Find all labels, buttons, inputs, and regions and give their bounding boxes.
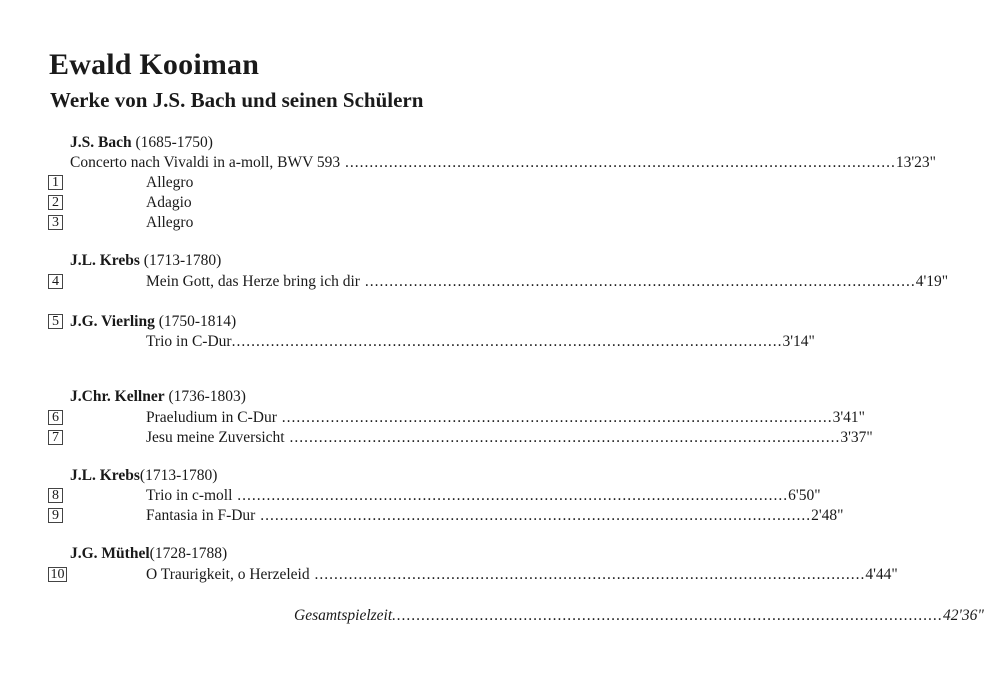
dot-leader: ................................................................................................................. [392,607,944,624]
track-title: Fantasia in F-Dur [146,507,256,524]
track-title: Trio in C-Dur [146,333,232,350]
track-duration: 13'23" [895,154,937,171]
track-duration: 3'14" [782,333,815,350]
work-title: Concerto nach Vivaldi in a-moll, BWV 593 [70,154,341,171]
track-title: Mein Gott, das Herze bring ich dir [146,273,360,290]
track-number: 6 [48,410,63,425]
track-number: 7 [48,430,63,445]
dot-leader: ................................................................................................................. [284,429,841,446]
track-duration: 4'19" [915,273,949,290]
track-duration: 3'41" [832,409,865,426]
composer-name: J.L. Krebs [70,252,140,269]
composer-name: J.L. Krebs [70,467,140,484]
composer-name: J.G. Vierling [70,313,155,330]
composer-dates: (1728-1788) [149,545,228,562]
track-number: 10 [48,567,67,582]
total-label: Gesamtspielzeit [294,607,393,624]
track-duration: 4'44" [865,566,898,583]
track-duration: 3'37" [840,429,873,446]
dot-leader: ................................................................................................................. [232,487,789,504]
dot-leader: ................................................................................................................. [276,409,833,426]
dot-leader: ................................................................................................................. [255,507,812,524]
dot-leader: ................................................................................................................. [231,333,783,350]
composer-dates: (1713-1780) [143,252,222,269]
composer-dates: (1713-1780) [139,467,218,484]
track-number: 3 [48,215,63,230]
dot-leader: ................................................................................................................. [359,273,916,290]
composer-dates: (1685-1750) [135,134,213,151]
composer-dates: (1750-1814) [158,313,237,330]
composer-dates: (1736-1803) [168,388,246,405]
composer-name: J.G. Müthel [70,545,150,562]
track-title: Allegro [146,174,194,191]
track-title: Trio in c-moll [146,487,233,504]
track-duration: 6'50" [788,487,821,504]
track-number: 8 [48,488,63,503]
track-number: 4 [48,274,63,289]
composer-name: J.Chr. Kellner [70,388,165,405]
track-title: Jesu meine Zuversicht [146,429,285,446]
track-number: 9 [48,508,63,523]
track-number: 2 [48,195,63,210]
track-duration: 2'48" [811,507,844,524]
artist-name: Ewald Kooiman [49,48,260,81]
album-title: Werke von J.S. Bach und seinen Schülern [50,88,424,112]
composer-name: J.S. Bach [70,134,132,151]
total-duration: 42'36" [943,607,984,624]
track-title: Adagio [146,194,192,211]
dot-leader: ................................................................................................................. [309,566,866,583]
dot-leader: ................................................................................................................. [340,154,896,171]
track-title: Allegro [146,214,194,231]
track-number: 1 [48,175,63,190]
track-title: Praeludium in C-Dur [146,409,277,426]
track-number: 5 [48,314,63,329]
track-title: O Traurigkeit, o Herzeleid [146,566,310,583]
